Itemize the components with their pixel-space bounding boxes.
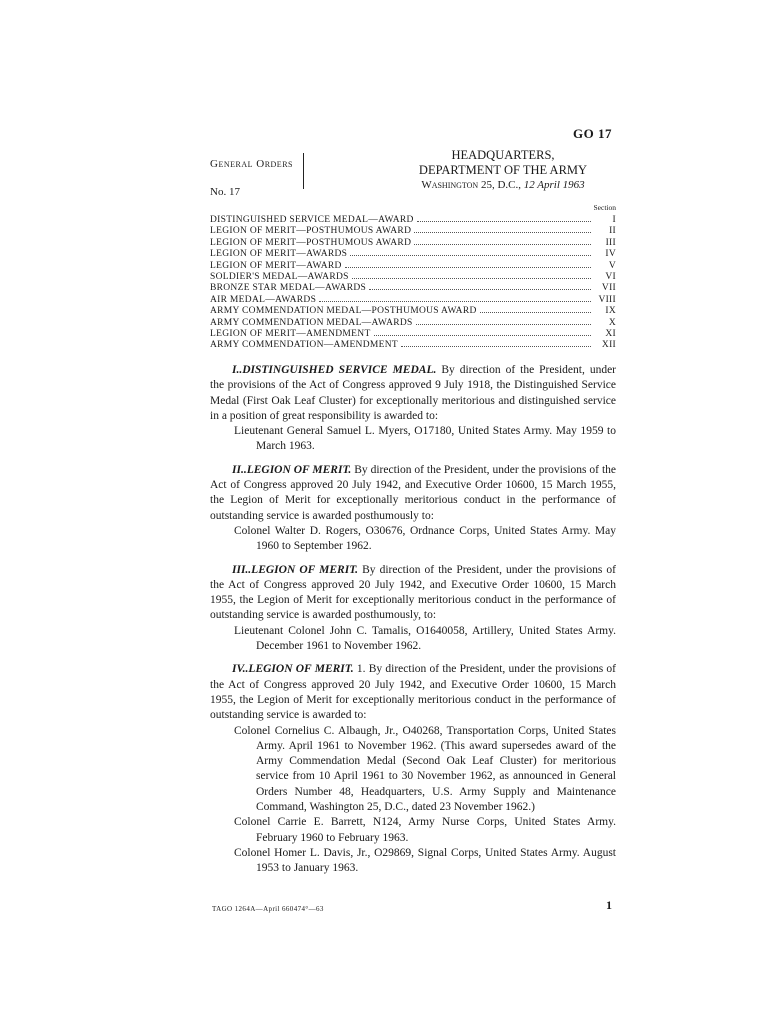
toc-title: LEGION OF MERIT—POSTHUMOUS AWARD xyxy=(210,226,412,237)
general-orders-label: General Orders xyxy=(210,158,293,170)
order-identifier xyxy=(210,150,293,206)
toc-title: LEGION OF MERIT—AMENDMENT xyxy=(210,328,371,339)
toc-row xyxy=(210,260,616,271)
toc-title: ARMY COMMENDATION MEDAL—AWARDS xyxy=(210,317,413,328)
toc-row xyxy=(210,305,616,316)
toc-title: LEGION OF MERIT—AWARD xyxy=(210,260,342,271)
toc-number: V xyxy=(608,260,616,271)
toc-number: VI xyxy=(605,271,616,282)
leader-dots xyxy=(414,225,591,233)
leader-dots xyxy=(345,260,591,268)
toc-number: IV xyxy=(605,249,616,260)
section-2-text: By direction of the President, under the provisions of the Act of Congress approved 20 July 1942, and Executive Order 10600, 15 March 1955, the Legion of Merit for exceptionally meritorious conduct in the performance of outstanding service is awarded posthumously to: xyxy=(210,463,616,522)
toc-number: XI xyxy=(605,328,616,339)
section-4-heading: IV..LEGION OF MERIT. xyxy=(232,663,354,676)
leader-dots xyxy=(350,248,591,256)
section-3 xyxy=(210,563,616,624)
toc-title: DISTINGUISHED SERVICE MEDAL—AWARD xyxy=(210,215,414,225)
toc-number: VII xyxy=(601,283,616,294)
section-3-heading: III..LEGION OF MERIT. xyxy=(232,563,359,576)
toc-row xyxy=(210,328,616,339)
go-number: GO 17 xyxy=(573,126,612,141)
section-4-award-3: Colonel Homer L. Davis, Jr., O29869, Signal Corps, United States Army. August 1953 to January 1963. xyxy=(234,846,616,875)
spacer xyxy=(210,654,616,662)
toc-number: XII xyxy=(601,340,616,351)
toc-title: BRONZE STAR MEDAL—AWARDS xyxy=(210,283,367,294)
order-date: 12 April 1963 xyxy=(523,179,585,191)
toc-title: ARMY COMMENDATION—AMENDMENT xyxy=(210,340,398,351)
section-2-award: Colonel Walter D. Rogers, O30676, Ordnance Corps, United States Army. May 1960 to September 1962. xyxy=(234,524,616,553)
toc-row xyxy=(210,339,616,350)
toc-row xyxy=(210,271,616,282)
section-4-award-1: Colonel Cornelius C. Albaugh, Jr., O40268, Transportation Corps, United States Army. April 1961 to November 1962. (This award supersedes award of the Army Commendation Medal (Second Oak Leaf Cluster) for meritorious service from 10 April 1961 to 30 November 1962, as announced in General Orders Number 48, Headquarters, U.S. Army Supply and Maintenance Command, Washington 25, D.C., dated 23 November 1962.) xyxy=(234,724,616,814)
leader-dots xyxy=(401,339,591,347)
toc-number: VIII xyxy=(598,294,616,305)
section-4-award-2: Colonel Carrie E. Barrett, N124, Army Nurse Corps, United States Army. February 1960 to February 1963. xyxy=(234,816,616,844)
section-4-text: 1. By direction of the President, under the provisions of the Act of Congress approved 20 July 1942, and Executive Order 10600, 15 March 1955, the Legion of Merit for exceptionally meritorious conduct in the performance of outstanding service is awarded to: xyxy=(210,663,616,722)
toc-row xyxy=(210,317,616,328)
brace-divider xyxy=(299,153,304,189)
section-1 xyxy=(210,363,616,424)
toc-title: ARMY COMMENDATION MEDAL—POSTHUMOUS AWARD xyxy=(210,306,477,317)
section-1-heading: I..DISTINGUISHED SERVICE MEDAL. xyxy=(232,364,437,376)
toc-title: AIR MEDAL—AWARDS xyxy=(210,294,317,305)
section-2 xyxy=(210,463,616,524)
section-4 xyxy=(210,662,616,723)
section-2-heading: II..LEGION OF MERIT. xyxy=(232,463,352,476)
toc-number: IX xyxy=(605,306,616,317)
toc-title: SOLDIER'S MEDAL—AWARDS xyxy=(210,271,349,282)
section-3-award: Lieutenant Colonel John C. Tamalis, O1640058, Artillery, United States Army. December 1961 to November 1962. xyxy=(234,624,616,653)
leader-dots xyxy=(414,237,591,245)
leader-dots xyxy=(416,317,591,325)
leader-dots xyxy=(352,271,591,279)
headquarters-block xyxy=(390,148,616,193)
section-1-text: By direction of the President, under the provisions of the Act of Congress approved 9 July 1918, the Distinguished Service Medal (First Oak Leaf Cluster) for exceptionally meritorious and distinguished service in a position of great responsibility is awarded to: xyxy=(210,364,616,422)
order-number: No. 17 xyxy=(210,186,240,198)
location: Washington 25, D.C., xyxy=(421,179,521,191)
leader-dots xyxy=(417,214,591,222)
leader-dots xyxy=(480,305,591,313)
toc-number: II xyxy=(609,226,616,237)
leader-dots xyxy=(374,328,591,336)
toc-number: III xyxy=(605,237,616,248)
order-body xyxy=(210,363,616,877)
leader-dots xyxy=(369,282,591,290)
page-number: 1 xyxy=(606,898,612,912)
toc-number: I xyxy=(612,215,616,225)
toc-title: LEGION OF MERIT—POSTHUMOUS AWARD xyxy=(210,237,412,248)
hq-title: HEADQUARTERS, xyxy=(451,148,555,162)
department-title: DEPARTMENT OF THE ARMY xyxy=(418,163,588,177)
location-date xyxy=(390,178,616,193)
table-of-contents xyxy=(210,203,616,351)
tago-code: TAGO 1264A—April 660474°—63 xyxy=(212,905,324,913)
toc-row xyxy=(210,237,616,248)
toc-row xyxy=(210,294,616,305)
toc-row xyxy=(210,225,616,236)
spacer xyxy=(210,455,616,463)
toc-row xyxy=(210,248,616,259)
toc-row xyxy=(210,214,616,225)
toc-row xyxy=(210,282,616,293)
spacer xyxy=(210,555,616,563)
section-3-text: By direction of the President, under the provisions of the Act of Congress approved 20 July 1942, and Executive Order 10600, 15 March 1955, the Legion of Merit for exceptionally meritorious conduct in the performance of outstanding service is awarded posthumously, to: xyxy=(210,563,616,622)
leader-dots xyxy=(319,294,591,302)
toc-section-label: Section xyxy=(593,203,616,212)
toc-number: X xyxy=(608,317,616,328)
section-1-award: Lieutenant General Samuel L. Myers, O17180, United States Army. May 1959 to March 1963. xyxy=(234,425,616,453)
toc-title: LEGION OF MERIT—AWARDS xyxy=(210,249,348,260)
